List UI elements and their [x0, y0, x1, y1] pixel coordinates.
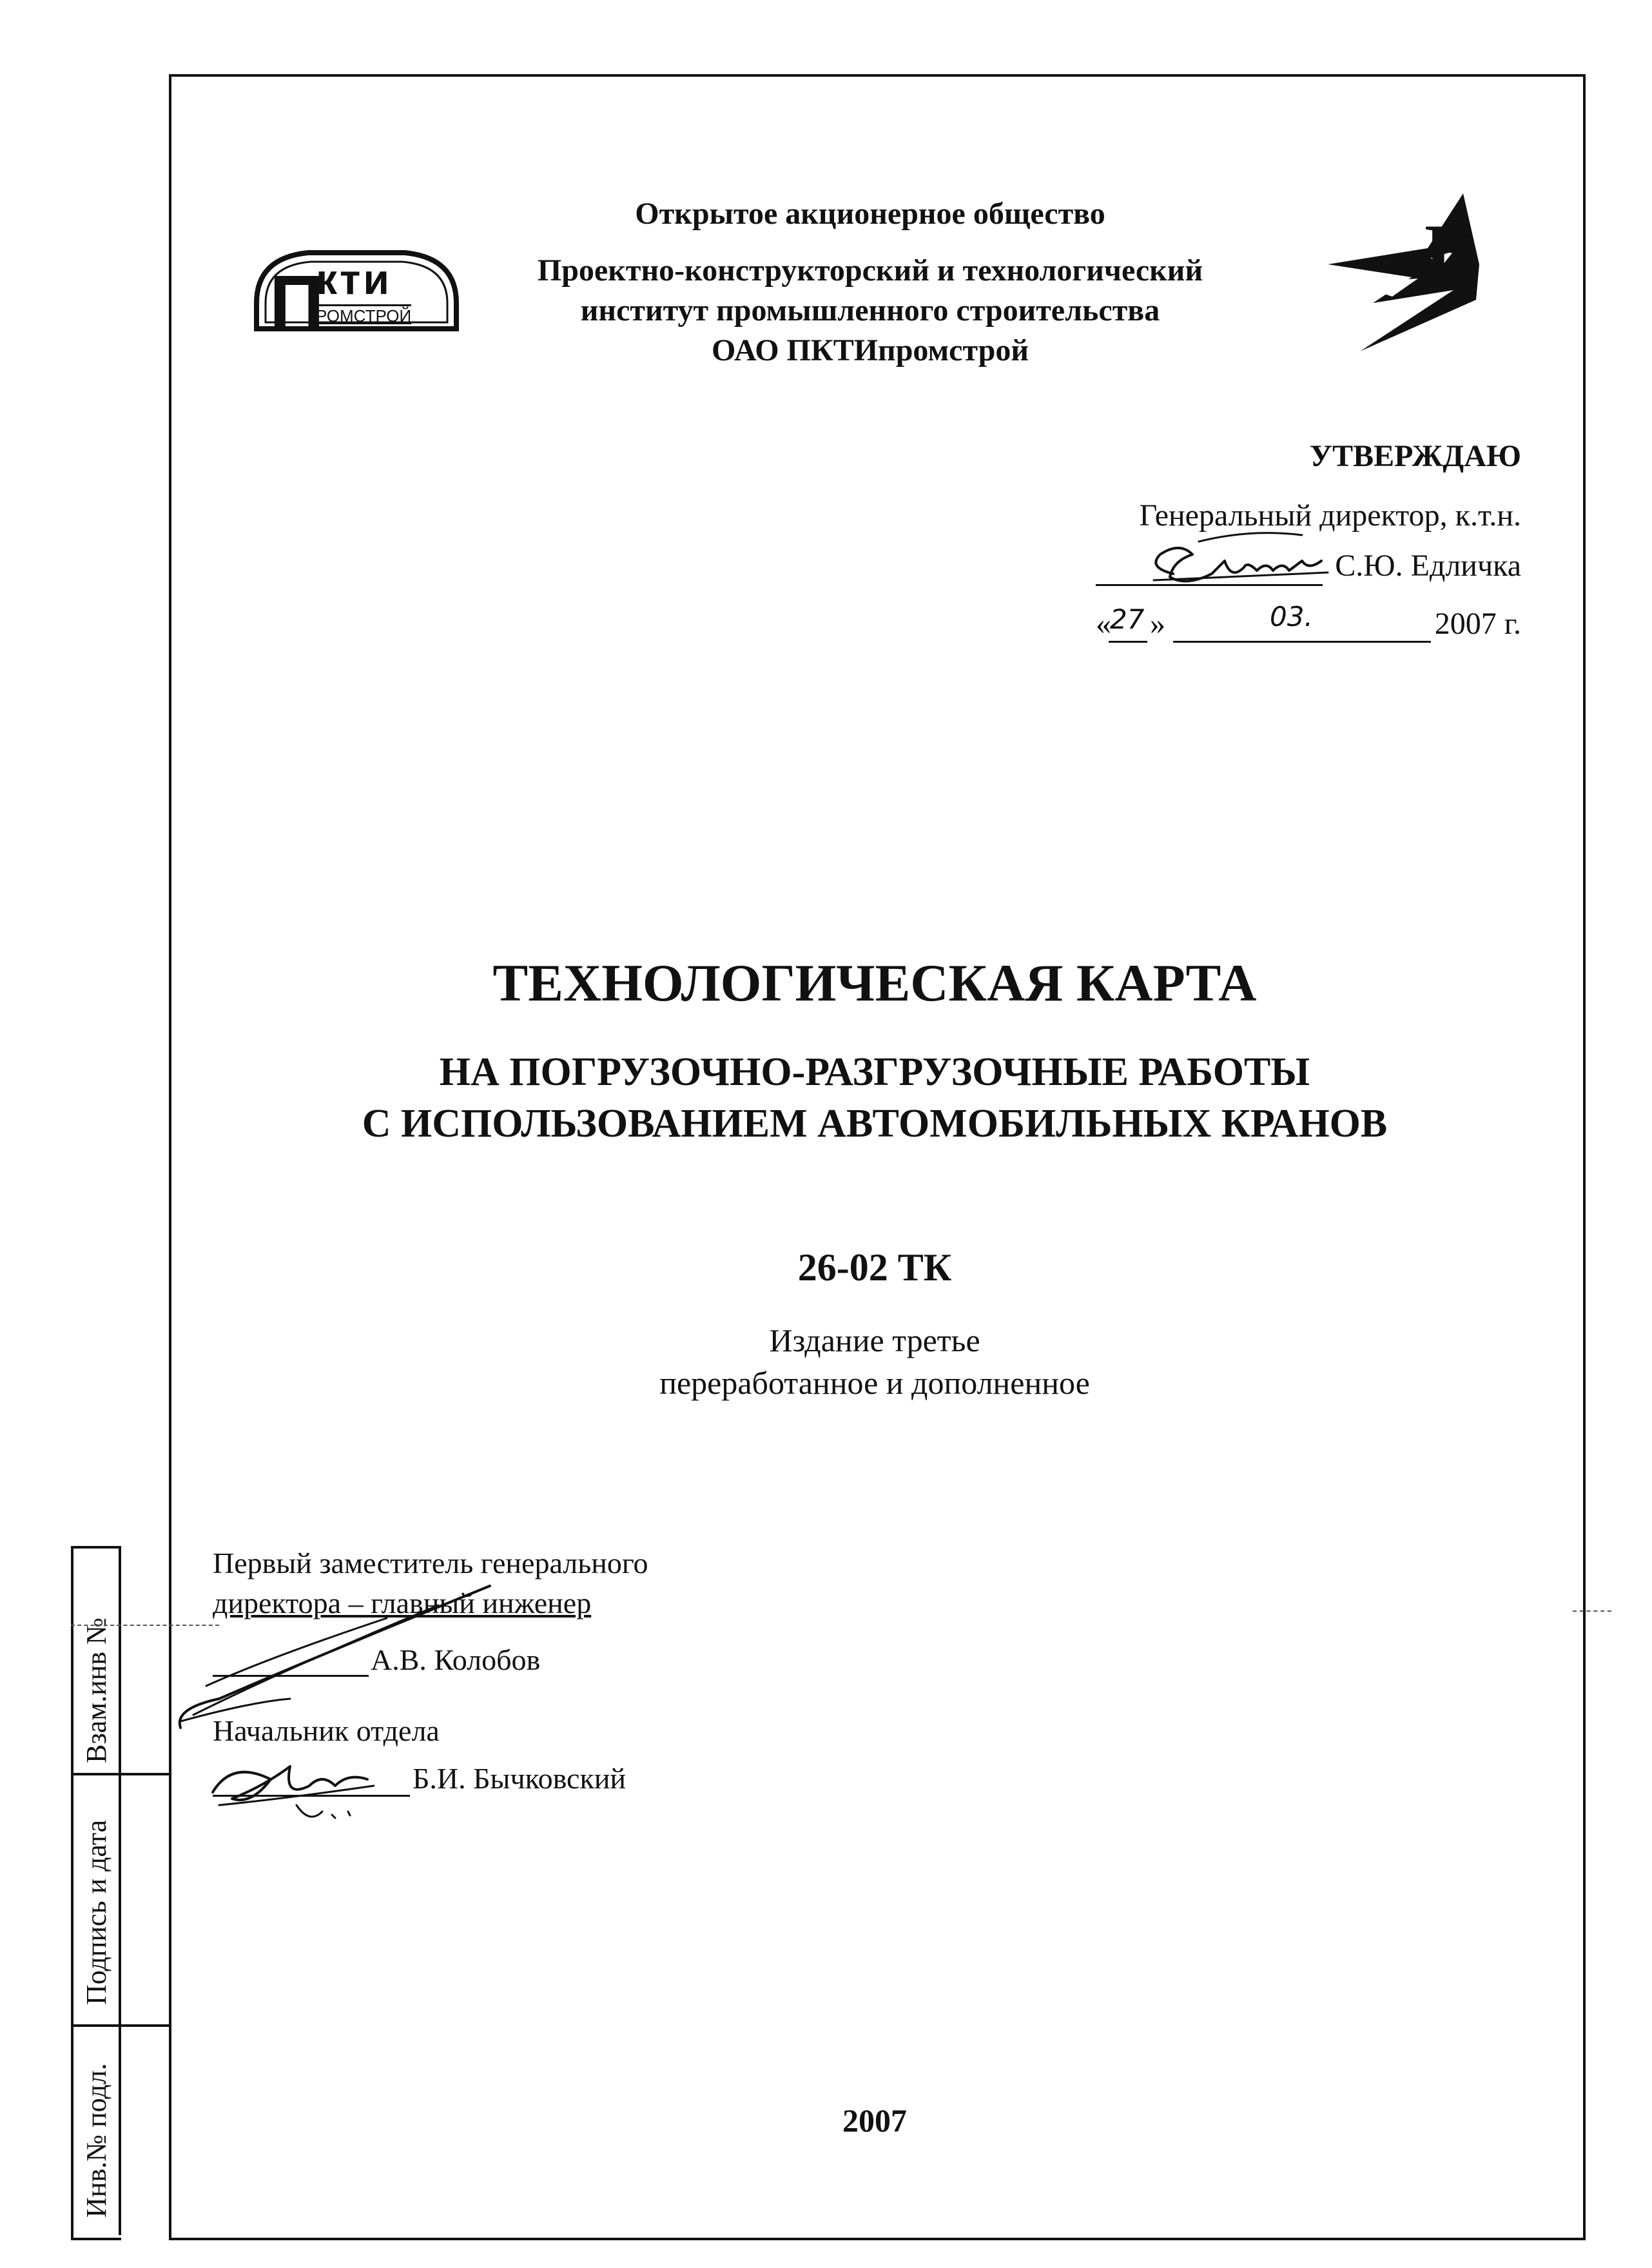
- document-title: ТЕХНОЛОГИЧЕСКАЯ КАРТА: [492, 953, 1257, 1012]
- stamp-separator: [71, 2024, 169, 2027]
- date-month: 03.: [1270, 601, 1313, 632]
- fold-mark-right: [1573, 1610, 1611, 1612]
- date-year: 2007 г.: [1434, 607, 1521, 641]
- document-code: 26-02 ТК: [797, 1246, 952, 1289]
- document-subtitle-line1: НА ПОГРУЗОЧНО-РАЗГРУЗОЧНЫЕ РАБОТЫ: [439, 1050, 1310, 1094]
- pkti-logo: [244, 239, 469, 345]
- first-signer-title2: директора – главный инженер: [213, 1587, 592, 1619]
- stamp-label-replacement: Взам.инв №: [81, 1618, 112, 1763]
- edition-line1: Издание третье: [769, 1322, 980, 1358]
- director-signature: [1134, 516, 1341, 600]
- org-type: Открытое акционерное общество: [635, 197, 1105, 231]
- date-month-line: [1173, 606, 1431, 643]
- approval-name: С.Ю. Едличка: [1335, 549, 1521, 583]
- org-name-line1: Проектно-конструкторский и технологический: [537, 253, 1203, 288]
- logo-big-letter: П: [269, 260, 324, 345]
- first-signer-title1: Первый заместитель генерального: [213, 1547, 648, 1579]
- page-frame: [169, 74, 1586, 2240]
- stamp-label-signature-date: Подпись и дата: [81, 1819, 112, 2005]
- edition-line2: переработанное и дополненное: [659, 1365, 1090, 1401]
- logo-letters: кти: [316, 255, 392, 303]
- first-signer-name: А.В. Колобов: [371, 1643, 541, 1676]
- second-signer-name: Б.И. Бычковский: [413, 1762, 627, 1795]
- approval-date-row: [1096, 601, 1521, 647]
- stamp-separator: [71, 1773, 169, 1775]
- date-day-line: [1109, 606, 1147, 643]
- right-emblem: [1315, 187, 1508, 361]
- approval-heading: УТВЕРЖДАЮ: [1309, 439, 1521, 473]
- approval-position: Генеральный директор, к.т.н.: [1139, 498, 1521, 533]
- date-open-quote: «: [1096, 607, 1111, 641]
- org-name-line2: институт промышленного строительства: [580, 293, 1160, 327]
- emblem-letter: Б: [1424, 208, 1476, 294]
- document-subtitle-line2: С ИСПОЛЬЗОВАНИЕМ АВТОМОБИЛЬНЫХ КРАНОВ: [362, 1102, 1388, 1146]
- second-signer-title: Начальник отдела: [213, 1714, 440, 1747]
- stamp-label-inventory: Инв.№ подл.: [81, 2063, 112, 2218]
- org-short-name: ОАО ПКТИпромстрой: [712, 333, 1029, 367]
- date-close-quote: »: [1150, 607, 1165, 641]
- second-signer-signature: [193, 1734, 400, 1837]
- star-emblem-icon: [1315, 187, 1508, 361]
- date-day: 27: [1110, 603, 1145, 635]
- footer-year: 2007: [842, 2102, 907, 2138]
- logo-sub: РОМСТРОЙ: [316, 304, 411, 324]
